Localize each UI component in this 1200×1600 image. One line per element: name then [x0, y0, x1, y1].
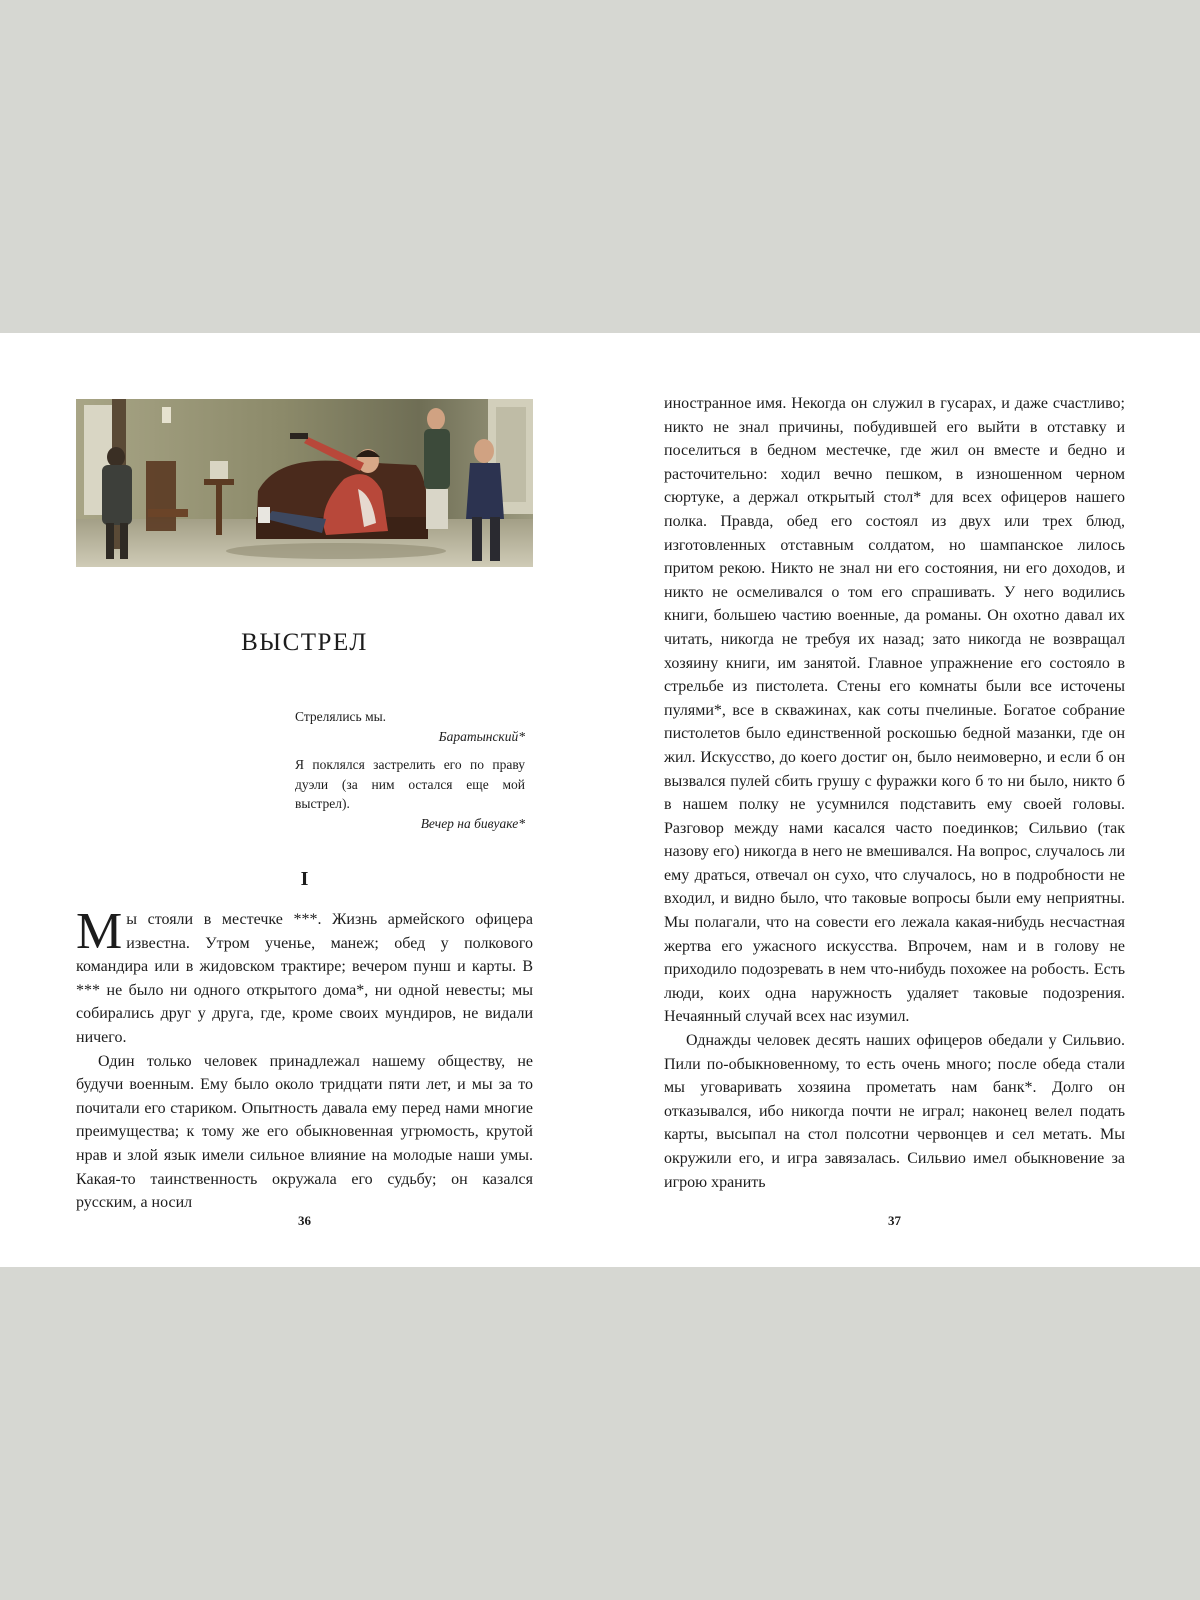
- illustration-painting: [76, 399, 533, 567]
- paragraph: Один только человек принадлежал нашему обществу, не будучи военным. Ему было около тридцати пяти лет, и мы за то почитали его стариком. Опытность давала ему перед нами многие преимущества; к тому же его обыкновенная угрюмость, крутой нрав и злой язык имели сильное влияние на молодые наши умы. Какая-то таинственность окружала его судьбу; он казался русским, а носил: [76, 1052, 533, 1212]
- paragraph: иностранное имя. Некогда он служил в гусарах, и даже счастливо; никто не знал причины, побудившей его выйти в отставку и поселиться в бедном местечке, где жил он вместе и бедно и расточительно: ходил вечно пешком, в изношенном черном сюртуке, а держал открытый стол* для всех офицеров нашего полка. Правда, обед его состоял из двух или трех блюд, изготовленных отставным солдатом, но шампанское лилось притом рекою. Никто не знал ни его состояния, ни его доходов, и никто не осмеливался о том его спрашивать. У него водились книги, большею частию военные, да романы. Он охотно давал их читать, никогда не требуя их назад; зато никогда не возвращал хозяину книги, им занятой. Главное упражнение его состояло в стрельбе из пистолета. Стены его комнаты были все источены пулями*, все в скважинах, как соты пчелиные. Богатое собрание пистолетов было единственной роскошью бедной мазанки, где он жил. Искусство, до коего достиг он, было неимоверно, и если б он вызвался пулей сбить грушу с фуражки кого б то ни было, никто б в нашем полку не усумнился подставить ему своей головы. Разговор между нами касался часто поединков; Сильвио (так назову его) никогда в него не вмешивался. На вопрос, случалось ли ему драться, отвечал он сухо, что случалось, но в подробности не входил, и видно было, что таковые вопросы были ему неприятны. Мы полагали, что на совести его лежала какая-нибудь несчастная жертва его ужасного искусства. Впрочем, нам и в голову не приходило подозревать в нем что-нибудь похожее на робость. Есть люди, коих одна наружность удаляет таковые подозрения. Нечаянный случай всех нас изумил.: [664, 395, 1125, 1026]
- chapter-illustration: [76, 399, 533, 567]
- paragraph-text: ы стояли в местечке ***. Жизнь армейского офицера известна. Утром ученье, манеж; обед у полкового командира или в жидовском трактире; вечером пунш и карты. В *** не было ни одного открытого дома*, ни одной невесты; мы собирались друг у друга, где, кроме своих мундиров, не видали ничего.: [76, 911, 533, 1046]
- epigraph-text: Стрелялись мы.: [295, 709, 387, 724]
- page-number: 37: [888, 1213, 901, 1228]
- epigraph-author: Баратынский*: [438, 728, 525, 744]
- page-number: 36: [298, 1213, 311, 1228]
- epigraph-block: [295, 707, 525, 842]
- epigraph-author: Вечер на бивуаке*: [420, 815, 525, 831]
- left-page: [76, 333, 533, 1267]
- drop-cap: М: [76, 903, 123, 960]
- paragraph: [76, 903, 533, 1050]
- book-spread: [0, 333, 1200, 1267]
- chapter-number: I: [300, 868, 309, 890]
- epigraph-text: Я поклялся застрелить его по праву дуэли (за ним остался еще мой выстрел).: [295, 757, 525, 811]
- right-page: [664, 333, 1125, 1267]
- left-body-text: [76, 903, 533, 1215]
- right-body-text: [664, 392, 1125, 1194]
- paragraph: Однажды человек десять наших офицеров обедали у Сильвио. Пили по-обыкновенному, то есть очень много; после обеда стали мы уговаривать хозяина прометать нам банк*. Долго он отказывался, ибо никогда почти не играл; наконец велел подать карты, высыпал на стол полсотни червонцев и сел метать. Мы окружили его, и игра завязалась. Сильвио имел обыкновение за игрою хранить: [664, 1032, 1125, 1191]
- story-title: ВЫСТРЕЛ: [241, 629, 368, 656]
